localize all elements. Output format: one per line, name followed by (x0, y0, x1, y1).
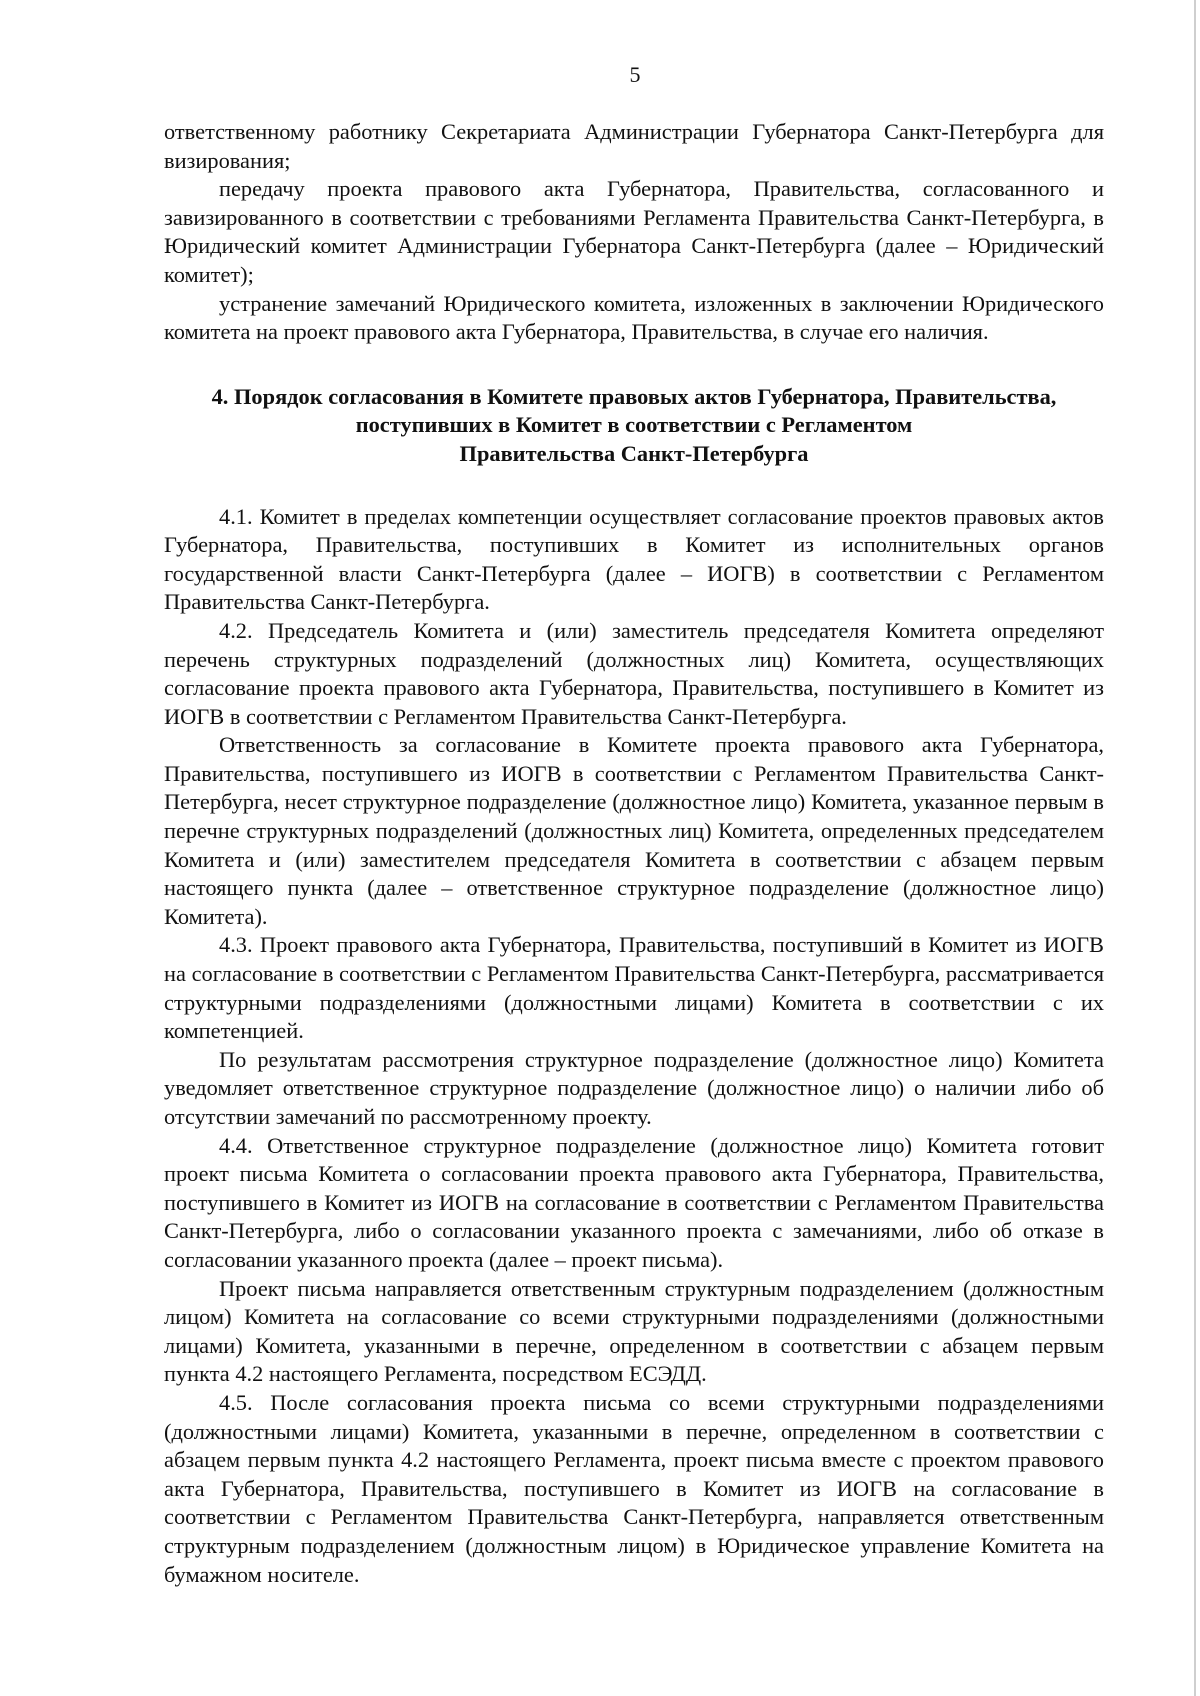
paragraph-4-5: 4.5. После согласования проекта письма со всеми структурными подразделениями (должностными лицами) Комитета, указанными в перечне, определенном в соответствии с абзацем первым пункта 4.2 настоящего Регламента, проект письма вместе с проектом правового акта Губернатора, Правительства, поступившего в Комитет из ИОГВ на согласование в соответствии с Регламентом Правительства Санкт-Петербурга, направляется ответственным структурным подразделением (должностным лицом) в Юридическое управление Комитета на бумажном носителе. (164, 1389, 1104, 1587)
section-heading (164, 383, 1104, 469)
page-edge-line (1194, 0, 1196, 1696)
paragraph-4-2: 4.2. Председатель Комитета и (или) заместитель председателя Комитета определяют перечень структурных подразделений (должностных лиц) Комитета, осуществляющих согласование проекта правового акта Губернатора, Правительства, поступившего в Комитет из ИОГВ в соответствии с Регламентом Правительства Санкт-Петербурга. (164, 617, 1104, 729)
paragraph: передачу проекта правового акта Губернатора, Правительства, согласованного и завизированного в соответствии с требованиями Регламента Правительства Санкт-Петербурга, в Юридический комитет Администрации Губернатора Санкт-Петербурга (далее – Юридический комитет); (164, 176, 1104, 287)
paragraph-4-3: 4.3. Проект правового акта Губернатора, Правительства, поступивший в Комитет из ИОГВ на согласование в соответствии с Регламентом Правительства Санкт-Петербурга, рассматривается структурными подразделениями (должностными лицами) Комитета в соответствии с их компетенцией. (164, 932, 1104, 1044)
page-number: 5 (629, 62, 641, 87)
paragraph: Ответственность за согласование в Комитете проекта правового акта Губернатора, Правительства, поступившего из ИОГВ в соответствии с Регламентом Правительства Санкт-Петербурга, несет структурное подразделение (должностное лицо) Комитета, указанное первым в перечне структурных подразделений (должностных лиц) Комитета, определенных председателем Комитета и (или) заместителем председателя Комитета в соответствии с абзацем первым настоящего пункта (далее – ответственное структурное подразделение (должностное лицо) Комитета). (164, 732, 1104, 929)
paragraph: устранение замечаний Юридического комитета, изложенных в заключении Юридического комитета на проект правового акта Губернатора, Правительства, в случае его наличия. (164, 290, 1104, 345)
paragraph: По результатам рассмотрения структурное подразделение (должностное лицо) Комитета уведомляет ответственное структурное подразделение (должностное лицо) о наличии либо об отсутствии замечаний по рассмотренному проекту. (164, 1046, 1104, 1129)
section-heading-line: Правительства Санкт-Петербурга (459, 440, 809, 466)
section-heading-line: поступивших в Комитет в соответствии с Регламентом (355, 412, 913, 438)
section-heading-line: 4. Порядок согласования в Комитете правовых актов Губернатора, Правительства, (211, 383, 1057, 409)
document-body (164, 118, 1104, 1589)
paragraph-4-4: 4.4. Ответственное структурное подразделение (должностное лицо) Комитета готовит проект письма Комитета о согласовании проекта правового акта Губернатора, Правительства, поступившего в Комитет из ИОГВ на согласование в соответствии с Регламентом Правительства Санкт-Петербурга, либо о согласовании указанного проекта с замечаниями, либо об отказе в согласовании указанного проекта (далее – проект письма). (164, 1132, 1104, 1272)
paragraph: Проект письма направляется ответственным структурным подразделением (должностным лицом) Комитета на согласование со всеми структурными подразделениями (должностными лицами) Комитета, указанными в перечне, определенном в соответствии с абзацем первым пункта 4.2 настоящего Регламента, посредством ЕСЭДД. (164, 1275, 1104, 1387)
paragraph: ответственному работнику Секретариата Администрации Губернатора Санкт-Петербурга для визирования; (164, 119, 1104, 173)
paragraph-4-1: 4.1. Комитет в пределах компетенции осуществляет согласование проектов правовых актов Губернатора, Правительства, поступивших в Комитет из исполнительных органов государственной власти Санкт-Петербурга (далее – ИОГВ) в соответствии с Регламентом Правительства Санкт-Петербурга. (164, 503, 1104, 615)
